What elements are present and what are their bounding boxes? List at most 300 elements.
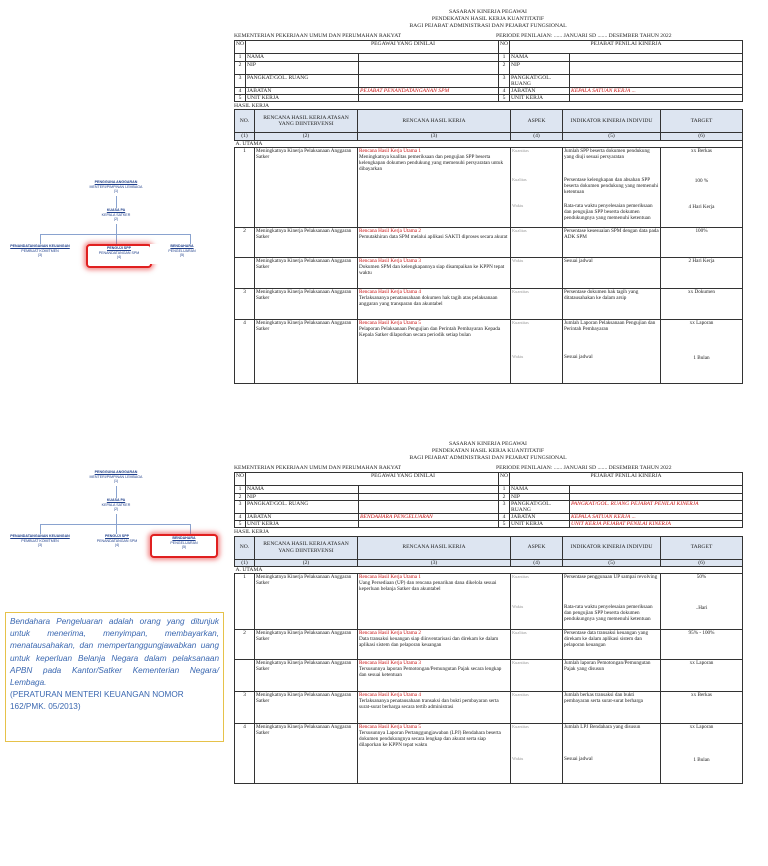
target-cell [661, 692, 743, 724]
org-ppk-title: PENANDATANGANAN KEUANGAN [10, 534, 70, 538]
rencana-hasil-kerja [358, 692, 511, 724]
rencana-hasil-kerja [358, 148, 511, 228]
org-ppspm-sub2: (4) [116, 255, 122, 260]
org-ppk [4, 244, 76, 262]
column-number-row [235, 559, 743, 566]
id-row-value-2: PANGKAT/GOL. RUANG PEJABAT PENILAI KINERJA [570, 500, 743, 513]
id-row-number: 1 [235, 54, 246, 61]
atasan-plan: Meningkatnya Kinerja Pelaksanaan Anggaran Satker [255, 630, 358, 660]
assessment-period: PERIODE PENILAIAN: ...... JANUARI SD ....... DESEMBER TAHUN 2022 [496, 465, 672, 472]
section-label: A. UTAMA [235, 566, 743, 573]
id-row-value-2 [570, 74, 743, 87]
org-chart-2 [0, 462, 225, 572]
hasil-kerja-label: HASIL KERJA [234, 529, 270, 536]
target-cell [661, 258, 743, 289]
rhk-title: Rencana Hasil Kerja Utama 2 [359, 630, 421, 637]
sheet-title1: SASARAN KINERJA PEGAWAI [449, 9, 527, 15]
table-row [235, 289, 743, 320]
table-row [235, 692, 743, 724]
atasan-plan: Meningkatnya Kinerja Pelaksanaan Anggaran Satker [255, 289, 358, 320]
column-number: (6) [661, 133, 743, 140]
column-number: (4) [511, 133, 563, 140]
identity-row [235, 493, 743, 500]
row-number: 1 [235, 148, 255, 228]
org-pengguna-anggaran-sub1: MENTERI/PIMPINAN LEMBAGA [89, 184, 143, 189]
table-row [235, 320, 743, 384]
rencana-hasil-kerja [358, 289, 511, 320]
rhk-text: Pelaporan Pelaksanaan Pengujian dan Perintah Pembayaran Kepada Kepala Satker dilaporkan secara periodik setiap bulan [359, 326, 501, 339]
column-header: RENCANA HASIL KERJA [358, 110, 511, 133]
column-header: ASPEK [511, 536, 563, 559]
id-row-value [359, 61, 499, 74]
atasan-plan: Meningkatnya Kinerja Pelaksanaan Anggaran Satker [255, 228, 358, 258]
id-row-label: NAMA [246, 486, 359, 493]
indikator-cell [563, 228, 661, 258]
indikator-cell [563, 692, 661, 724]
rhk-text: Tersusunnya laporan Pemotongan/Pemungutan Pajak secara lengkap dan sesuai ketentuan [359, 666, 502, 679]
id-no-header-2: NO [499, 473, 510, 486]
aspek-cell [511, 148, 563, 228]
rhk-title: Rencana Hasil Kerja Utama 5 [359, 320, 421, 327]
target-cell [661, 724, 743, 784]
indikator-cell [563, 724, 661, 784]
aspek-cell [511, 574, 563, 630]
sheet-title3: BAGI PEJABAT ADMINISTRASI DAN PEJABAT FUNGSIONAL [409, 22, 567, 29]
indikator-cell [563, 258, 661, 289]
target-cell [661, 660, 743, 692]
indikator-value: Rata-rata waktu penyelesaian pemeriksaan dan pengujian SPP beserta dokumen pendukungnya yang memenuhi ketentuan [564, 203, 653, 222]
id-row-label-2: JABATAN [510, 87, 570, 94]
org-bendahara [150, 534, 218, 558]
atasan-plan: Meningkatnya Kinerja Pelaksanaan Anggaran Satker [255, 320, 358, 384]
connector-line [40, 234, 41, 244]
id-row-value-2 [570, 493, 743, 500]
aspek-value: Kuantitas [512, 574, 529, 580]
rencana-hasil-kerja [358, 574, 511, 630]
section-label: A. UTAMA [235, 140, 743, 147]
column-number: (3) [358, 133, 511, 140]
rhk-text: Dokumen SPM dan kelengkapannya siap disampaikan ke KPPN tepat waktu [359, 264, 505, 277]
column-number: (5) [563, 133, 661, 140]
table-row [235, 630, 743, 660]
target-cell [661, 320, 743, 384]
id-row-number-2: 3 [499, 74, 510, 87]
id-row-label: NIP [246, 493, 359, 500]
target-value: xx Laporan [689, 660, 714, 667]
org-bendahara-title: BENDAHARA [172, 536, 196, 540]
atasan-plan: Meningkatnya Kinerja Pelaksanaan Anggaran Satker [255, 692, 358, 724]
rencana-hasil-kerja [358, 320, 511, 384]
id-row-number: 2 [235, 493, 246, 500]
id-row-number: 3 [235, 500, 246, 513]
aspek-value: Kuantitas [512, 660, 529, 666]
hasil-kerja-table [234, 536, 743, 785]
id-row-number-2: 4 [499, 87, 510, 94]
aspek-cell [511, 724, 563, 784]
aspek-value: Kualitas [512, 630, 527, 636]
target-value: xx Berkas [691, 692, 712, 699]
connector-line [116, 524, 117, 534]
aspek-value: Kuantitas [512, 724, 529, 730]
org-ppspm [86, 534, 148, 554]
id-row-number: 2 [235, 61, 246, 74]
indikator-cell [563, 574, 661, 630]
connector-line [116, 196, 117, 208]
aspek-value: Waktu [512, 354, 524, 360]
connector-line [40, 234, 190, 235]
pejabat-header: PEJABAT PENILAI KINERJA [510, 473, 743, 486]
org-kuasa-pa-title: KUASA PA [106, 208, 126, 212]
id-row-label-2: NAMA [510, 54, 570, 61]
rhk-title: Rencana Hasil Kerja Utama 4 [359, 692, 421, 699]
table-row [235, 724, 743, 784]
org-pengguna-anggaran-sub2: (1) [113, 479, 119, 484]
rhk-text: Tersusunnya Laporan Pertanggungjawaban (LPJ) Bendahara beserta dokumen pendukungnya secara lengkap dan akurat serta siap dilaporkan ke KPPN tepat waktu [359, 730, 501, 749]
org-ppk-sub2: (3) [37, 543, 43, 548]
org-ppspm-sub1: PENANDATANGAN SPM [98, 250, 140, 255]
target-cell [661, 289, 743, 320]
target-value: xx Berkas [691, 148, 712, 155]
sheet-title2: PENDEKATAN HASIL KERJA KUANTITATIF [431, 447, 545, 454]
aspek-value: Kuantitas [512, 320, 529, 326]
rhk-title: Rencana Hasil Kerja Utama 5 [359, 724, 421, 731]
table-header-row [235, 110, 743, 133]
aspek-value: Waktu [512, 604, 524, 610]
rencana-hasil-kerja [358, 228, 511, 258]
id-row-number-2: 5 [499, 94, 510, 101]
target-value: 50% [696, 574, 707, 581]
atasan-plan: Meningkatnya Kinerja Pelaksanaan Anggaran Satker [255, 724, 358, 784]
hasil-kerja-table [234, 109, 743, 384]
rhk-text: Uang Persediaan (UP) dan rencana penarikan dana dikelola sesuai keperluan belanja Satker dan akuntabel [359, 580, 497, 593]
target-value: 2 Hari Kerja [688, 258, 715, 265]
id-row-label: NAMA [246, 54, 359, 61]
id-row-value-2: UNIT KERJA PEJABAT PENILAI KINERJA [570, 520, 743, 527]
org-kuasa-pa-sub2: (2) [113, 217, 119, 222]
row-number [235, 660, 255, 692]
column-header: TARGET [661, 536, 743, 559]
id-row-label-2: NIP [510, 61, 570, 74]
id-row-label-2: UNIT KERJA [510, 94, 570, 101]
id-row-number-2: 2 [499, 493, 510, 500]
hasil-kerja-label: HASIL KERJA [234, 102, 270, 109]
connector-line [40, 524, 41, 534]
identity-row [235, 74, 743, 87]
target-value: 100 % [694, 178, 709, 185]
column-header: RENCANA HASIL KERJA [358, 536, 511, 559]
id-row-label-2: NIP [510, 493, 570, 500]
column-header: ASPEK [511, 110, 563, 133]
id-row-value [359, 520, 499, 527]
id-row-number-2: 3 [499, 500, 510, 513]
target-value: xx Laporan [689, 724, 714, 731]
id-row-value [359, 500, 499, 513]
indikator-cell [563, 660, 661, 692]
sheet-title3: BAGI PEJABAT ADMINISTRASI DAN PEJABAT FUNGSIONAL [409, 454, 567, 461]
identity-table [234, 472, 743, 528]
atasan-plan: Meningkatnya Kinerja Pelaksanaan Anggaran Satker [255, 148, 358, 228]
id-row-value-2 [570, 94, 743, 101]
id-no-header: NO [235, 41, 246, 54]
ministry-name: KEMENTERIAN PEKERJAAN UMUM DAN PERUMAHAN RAKYAT [234, 465, 402, 472]
column-header: TARGET [661, 110, 743, 133]
pegawai-header: PEGAWAI YANG DINILAI [246, 41, 499, 54]
column-header: NO. [235, 110, 255, 133]
id-row-label: PANGKAT/GOL. RUANG [246, 500, 359, 513]
identity-row [235, 87, 743, 94]
sheet-title2: PENDEKATAN HASIL KERJA KUANTITATIF [431, 15, 545, 22]
table-row [235, 148, 743, 228]
identity-row [235, 54, 743, 61]
org-kuasa-pa [95, 208, 137, 224]
aspek-value: Kualitas [512, 177, 527, 183]
indikator-cell [563, 320, 661, 384]
identity-row [235, 500, 743, 513]
indikator-value: Persentase penggunaan UP sampai revolving [564, 574, 658, 581]
id-row-number: 1 [235, 486, 246, 493]
org-pengguna-anggaran-sub1: MENTERI/PIMPINAN LEMBAGA [89, 474, 143, 479]
aspek-value: Kualitas [512, 228, 527, 234]
org-kuasa-pa-sub1: KEPALA SATKER [101, 502, 131, 507]
indikator-value: Sesuai jadwal [564, 756, 593, 763]
id-row-value-2: KEPALA SATUAN KERJA ... [570, 87, 743, 94]
rencana-hasil-kerja [358, 660, 511, 692]
column-number: (5) [563, 559, 661, 566]
column-number: (3) [358, 559, 511, 566]
id-row-value [359, 54, 499, 61]
rencana-hasil-kerja [358, 724, 511, 784]
org-ppspm-sub2: (4) [114, 543, 120, 548]
id-row-label: PANGKAT/GOL. RUANG [246, 74, 359, 87]
org-kuasa-pa-sub2: (2) [113, 507, 119, 512]
target-cell [661, 574, 743, 630]
indikator-cell [563, 148, 661, 228]
target-cell [661, 630, 743, 660]
org-bendahara-sub1: PENGELUARAN [168, 248, 196, 253]
sheet-title-block [234, 9, 742, 29]
row-number: 4 [235, 724, 255, 784]
indikator-value: Jumlah LPJ Bendahara yang disusun [564, 724, 641, 731]
org-bendahara [150, 244, 214, 264]
org-pengguna-anggaran [85, 470, 147, 486]
rhk-title: Rencana Hasil Kerja Utama 4 [359, 289, 421, 296]
connector-line [190, 524, 191, 534]
identity-row [235, 61, 743, 74]
row-number: 3 [235, 289, 255, 320]
column-number: (1) [235, 559, 255, 566]
aspek-cell [511, 320, 563, 384]
column-number: (1) [235, 133, 255, 140]
org-ppk-sub1: PEMBUAT KOMITMEN [21, 248, 59, 253]
table-row [235, 574, 743, 630]
row-number: 2 [235, 228, 255, 258]
identity-table [234, 40, 743, 102]
org-pengguna-anggaran [85, 180, 147, 196]
org-bendahara-sub1: PENGELUARAN [170, 540, 198, 545]
connector-line [40, 524, 190, 525]
column-number: (4) [511, 559, 563, 566]
id-row-number-2: 1 [499, 486, 510, 493]
row-number: 3 [235, 692, 255, 724]
id-row-number-2: 2 [499, 61, 510, 74]
table-row [235, 228, 743, 258]
target-value: 95% - 100% [688, 630, 715, 637]
assessment-period: PERIODE PENILAIAN: ...... JANUARI SD ....... DESEMBER TAHUN 2022 [496, 33, 672, 40]
id-row-label: UNIT KERJA [246, 520, 359, 527]
aspek-value: Waktu [512, 203, 524, 209]
column-number-row [235, 133, 743, 140]
indikator-value: Jumlah Laporan Pelaksanaan Pengujian dan Perintah Pembayaran [564, 320, 656, 333]
id-row-value-2 [570, 486, 743, 493]
org-bendahara-sub2: (5) [181, 545, 187, 550]
indikator-value: Persentase dokumen hak tagih yang ditatausahakan ke dalam arsip [564, 289, 639, 302]
sheet-title-block [234, 441, 742, 461]
identity-row [235, 513, 743, 520]
id-row-value-2 [570, 61, 743, 74]
org-chart-1 [0, 172, 225, 282]
atasan-plan: Meningkatnya Kinerja Pelaksanaan Anggaran Satker [255, 574, 358, 630]
org-ppk-sub2: (3) [37, 253, 43, 258]
indikator-value: Jumlah SPP beserta dokumen pendukung yang diuji sesuai persyaratan [564, 148, 650, 161]
aspek-cell [511, 228, 563, 258]
id-row-value-2: KEPALA SATUAN KERJA ... [570, 513, 743, 520]
target-value: 4 Hari Kerja [688, 204, 715, 211]
atasan-plan: Meningkatnya Kinerja Pelaksanaan Anggaran Satker [255, 660, 358, 692]
connector-line [116, 514, 117, 524]
org-bendahara-sub2: (5) [179, 253, 185, 258]
column-number: (2) [255, 559, 358, 566]
skp-sheet-1 [234, 9, 742, 384]
org-pengguna-anggaran-title: PENGGUNA ANGGARAN [94, 470, 138, 474]
identity-row [235, 520, 743, 527]
aspek-cell [511, 692, 563, 724]
column-number: (6) [661, 559, 743, 566]
indikator-value: Sesuai jadwal [564, 354, 593, 361]
aspek-value: Kuantitas [512, 289, 529, 295]
aspek-cell [511, 258, 563, 289]
row-number: 2 [235, 630, 255, 660]
pejabat-header: PEJABAT PENILAI KINERJA [510, 41, 743, 54]
id-row-number: 5 [235, 520, 246, 527]
org-ppk-title: PENANDATANGANAN KEUANGAN [10, 244, 70, 248]
id-row-label-2: PANGKAT/GOL. RUANG [510, 74, 570, 87]
row-number [235, 258, 255, 289]
id-row-label-2: PANGKAT/GOL. RUANG [510, 500, 570, 513]
ministry-name: KEMENTERIAN PEKERJAAN UMUM DAN PERUMAHAN RAKYAT [234, 33, 402, 40]
table-header-row [235, 536, 743, 559]
org-ppk [4, 534, 76, 552]
org-ppspm-title: PENGUJI SPP [107, 246, 131, 250]
indikator-value: Persentase kelengkapan dan absahan SPP beserta dokumen pendukung yang memenuhi ketentuan [564, 177, 659, 196]
target-value: 1 Bulan [693, 757, 710, 764]
id-row-label: UNIT KERJA [246, 94, 359, 101]
org-pengguna-anggaran-sub2: (1) [113, 189, 119, 194]
org-bendahara-title: BENDAHARA [170, 244, 194, 248]
id-row-value [359, 493, 499, 500]
aspek-cell [511, 660, 563, 692]
aspek-value: Kuantitas [512, 692, 529, 698]
org-kuasa-pa-title: KUASA PA [106, 498, 126, 502]
id-no-header: NO [235, 473, 246, 486]
rhk-title: Rencana Hasil Kerja Utama 3 [359, 660, 421, 667]
id-row-value [359, 94, 499, 101]
note-text: Bendahara Pengeluaran adalah orang yang ditunjuk untuk menerima, menyimpan, membayarkan, menatausahakan, dan mempertanggungjawabkan uang untuk keperluan Belanja Negara dalam pelaksanaan APBN pada Kantor/Satker Kementerian Negara/ Lembaga. [10, 617, 219, 688]
connector-line [116, 234, 117, 244]
id-row-label: JABATAN [246, 87, 359, 94]
atasan-plan: Meningkatnya Kinerja Pelaksanaan Anggaran Satker [255, 258, 358, 289]
id-row-number: 3 [235, 74, 246, 87]
rhk-title: Rencana Hasil Kerja Utama 3 [359, 258, 421, 265]
identity-header-row [235, 41, 743, 54]
org-kuasa-pa-sub1: KEPALA SATKER [101, 212, 131, 217]
row-number: 1 [235, 574, 255, 630]
org-ppk-sub1: PEMBUAT KOMITMEN [21, 538, 59, 543]
target-value: 100% [695, 228, 708, 235]
section-row [235, 140, 743, 147]
connector-line [116, 486, 117, 498]
connector-line [190, 234, 191, 244]
aspek-value: Waktu [512, 258, 524, 264]
aspek-cell [511, 630, 563, 660]
aspek-value: Waktu [512, 756, 524, 762]
indikator-value: Jumlah berkas transaksi dan bukti pembayaran serta surat-surat berharga [564, 692, 643, 705]
id-row-value-2 [570, 54, 743, 61]
column-header: INDIKATOR KINERJA INDIVIDU [563, 536, 661, 559]
id-row-label-2: UNIT KERJA [510, 520, 570, 527]
target-cell [661, 228, 743, 258]
id-row-label: JABATAN [246, 513, 359, 520]
rhk-text: Meningkatnya kualitas pemeriksaan dan pengujian SPP beserta kelengkapan dokumen pendukung yang memenuhi persyaratan untuk dibayarkan [359, 154, 504, 173]
aspek-cell [511, 289, 563, 320]
indikator-value: Persentase data transaksi keuangan yang direkam ke dalam aplikasi sistem dan pelaporan keuangan [564, 630, 649, 649]
sheet-title1: SASARAN KINERJA PEGAWAI [449, 441, 527, 447]
column-header: RENCANA HASIL KERJA ATASAN YANG DIINTERVENSI [255, 536, 358, 559]
indikator-value: Sesuai jadwal [564, 258, 593, 265]
target-value: xx Dokumen [688, 289, 715, 296]
rhk-title: Rencana Hasil Kerja Utama 1 [359, 148, 421, 155]
id-row-number: 5 [235, 94, 246, 101]
id-row-value [359, 486, 499, 493]
rhk-text: Data transaksi keuangan siap diinventarisasi dan direkam ke dalam aplikasi sistem dan pelaporan keuangan [359, 636, 499, 649]
indikator-cell [563, 630, 661, 660]
indikator-cell [563, 289, 661, 320]
identity-row [235, 94, 743, 101]
column-header: NO. [235, 536, 255, 559]
column-header: INDIKATOR KINERJA INDIVIDU [563, 110, 661, 133]
rencana-hasil-kerja [358, 258, 511, 289]
org-pengguna-anggaran-title: PENGGUNA ANGGARAN [94, 180, 138, 184]
identity-header-row [235, 473, 743, 486]
sheet-meta [234, 33, 742, 40]
target-cell [661, 148, 743, 228]
skp-sheet-2 [234, 441, 742, 784]
column-header: RENCANA HASIL KERJA ATASAN YANG DIINTERVENSI [255, 110, 358, 133]
id-row-number: 4 [235, 87, 246, 94]
rhk-text: Terlaksananya penatausahaan dokumen hak tagih atas pelaksanaan anggaran yang transparan dan akuntabel [359, 295, 498, 308]
org-ppspm [86, 244, 152, 268]
indikator-value: Rata-rata waktu penyelesaian pemeriksaan dan pengujian SPP beserta dokumen pendukungnya yang memenuhi ketentuan [564, 604, 653, 623]
table-row [235, 660, 743, 692]
id-row-number-2: 5 [499, 520, 510, 527]
id-row-number-2: 4 [499, 513, 510, 520]
rhk-text: Pemutakhiran data SPM melalui aplikasi SAKTI diproses secara akurat [359, 234, 508, 241]
definition-note [5, 612, 224, 742]
target-value: xx Laporan [689, 320, 714, 327]
id-row-number-2: 1 [499, 54, 510, 61]
org-kuasa-pa [95, 498, 137, 514]
rencana-hasil-kerja [358, 630, 511, 660]
rhk-title: Rencana Hasil Kerja Utama 1 [359, 574, 421, 581]
